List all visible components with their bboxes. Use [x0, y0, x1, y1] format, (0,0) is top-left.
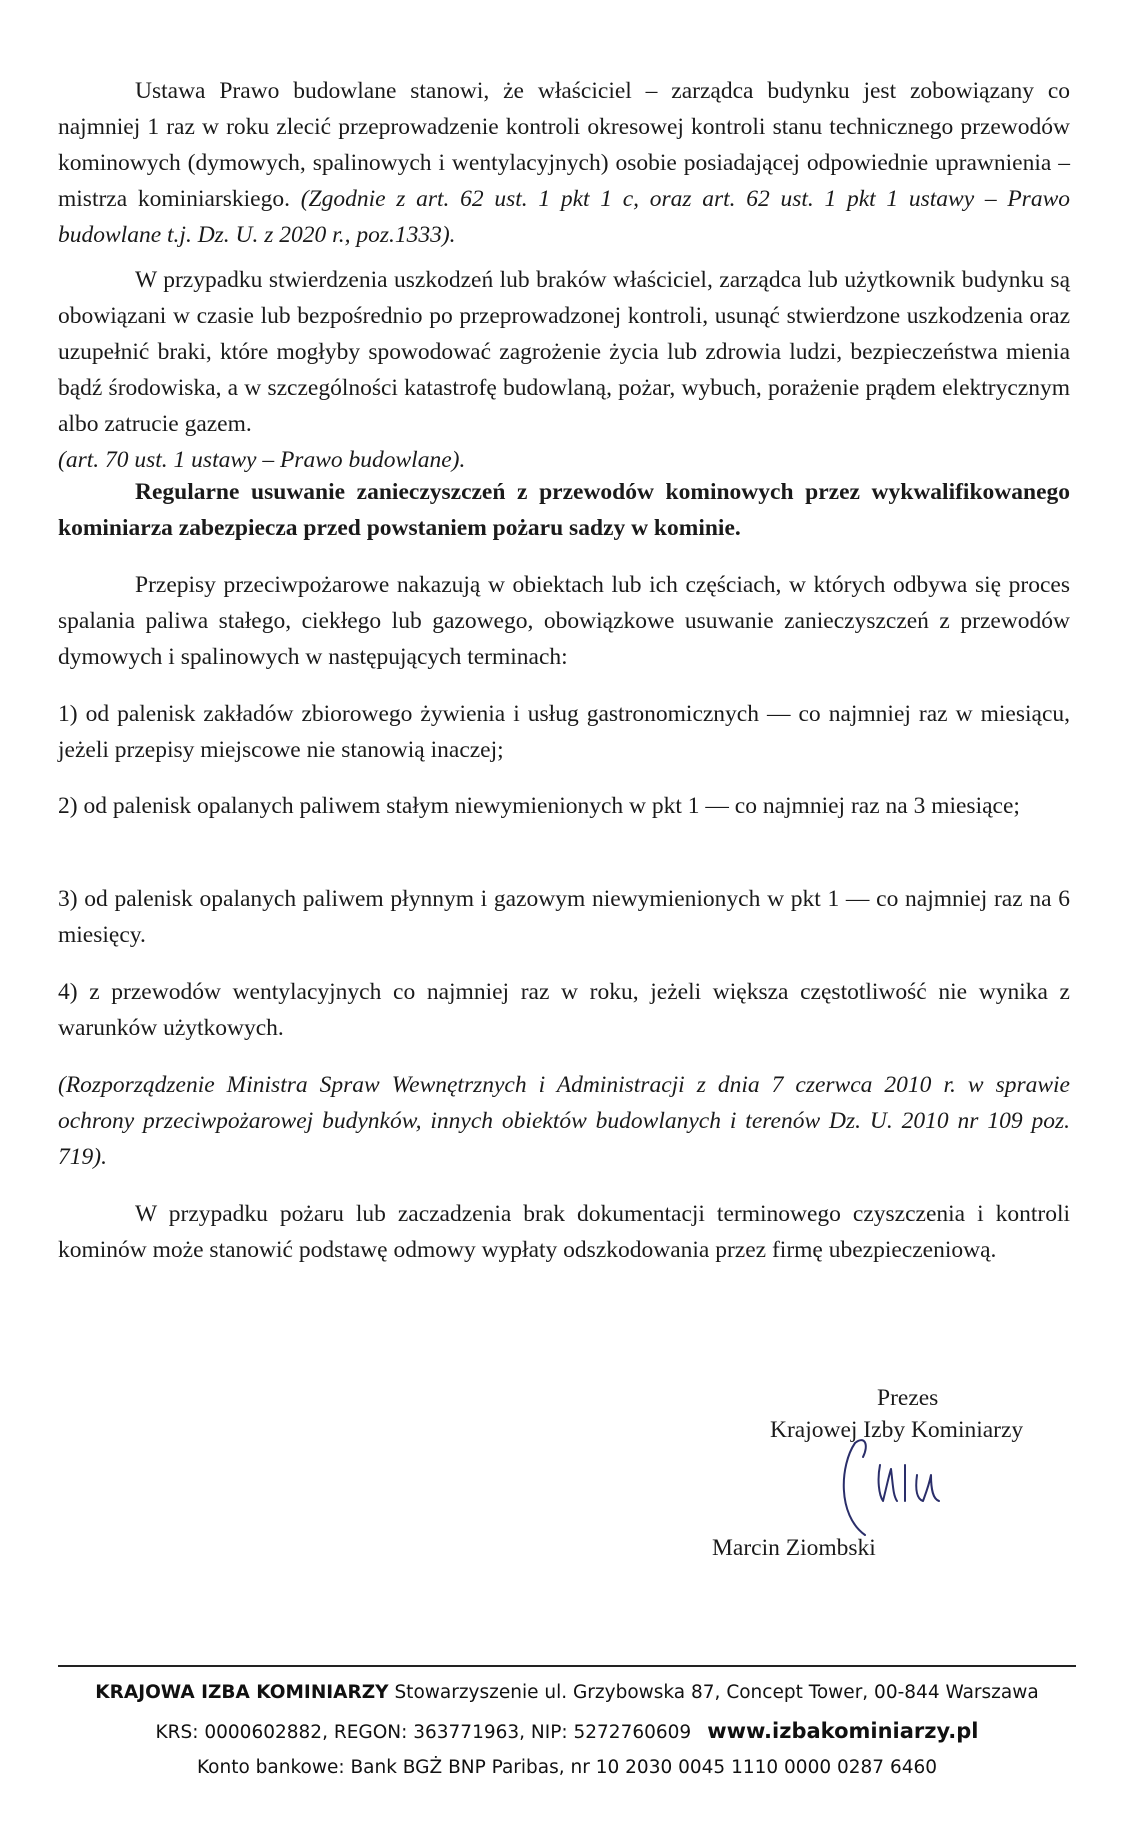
- footer-registry-text: KRS: 0000602882, REGON: 363771963, NIP: 5272760609: [155, 1722, 692, 1743]
- paragraph-highlight: Regularne usuwanie zanieczyszczeń z przewodów kominowych przez wykwalifikowanego kominiarza zabezpiecza przed powstaniem pożaru sadzy w kominie.: [58, 479, 1070, 541]
- footer-address: [58, 1682, 1076, 1703]
- paragraph-insurance: W przypadku pożaru lub zaczadzenia brak dokumentacji terminowego czyszczenia i kontroli kominów może stanowić podstawę odmowy wypłaty odszkodowania przez firmę ubezpieczeniową.: [58, 1201, 1070, 1263]
- legal-citation: (art. 70 ust. 1 ustawy – Prawo budowlane).: [58, 447, 466, 473]
- footer-org-name: KRAJOWA IZBA KOMINIARZY: [95, 1682, 389, 1703]
- list-item: 1) od palenisk zakładów zbiorowego żywienia i usług gastronomicznych — co najmniej raz w miesiącu, jeżeli przepisy miejscowe nie stanowią inaczej;: [58, 701, 1070, 763]
- signer-title: Prezes: [877, 1385, 939, 1411]
- paragraph-defects: [58, 262, 1070, 478]
- regulation-citation: (Rozporządzenie Ministra Spraw Wewnętrznych i Administracji z dnia 7 czerwca 2010 r. w sprawie ochrony przeciwpożarowej budynków, innych obiektów budowlanych i terenów Dz. U. 2010 nr 109 poz. 719).: [58, 1072, 1070, 1170]
- signer-organization: Krajowej Izby Kominiarzy: [770, 1417, 1024, 1443]
- list-item: 4) z przewodów wentylacyjnych co najmniej raz w roku, jeżeli większa częstotliwość nie wynika z warunków użytkowych.: [58, 979, 1070, 1041]
- paragraph-text: W przypadku stwierdzenia uszkodzeń lub braków właściciel, zarządca lub użytkownik budynku są obowiązani w czasie lub bezpośrednio po przeprowadzonej kontroli, usunąć stwierdzone uszkodzenia oraz uzupełnić braki, które mogłyby spowodować zagrożenie życia lub zdrowia ludzi, bezpieczeństwa mienia bądź środowiska, a w szczególności katastrofę budowlaną, pożar, wybuch, porażenie prądem elektrycznym albo zatrucie gazem.: [58, 267, 1070, 437]
- footer-website-link[interactable]: www.izbakominiarzy.pl: [707, 1719, 979, 1743]
- signer-name: Marcin Ziombski: [712, 1535, 876, 1561]
- footer-bank-text: Konto bankowe: Bank BGŻ BNP Paribas, nr 10 2030 0045 1110 0000 0287 6460: [196, 1757, 938, 1778]
- signature-block: [700, 1385, 1100, 1585]
- paragraph-fire-regulations: Przepisy przeciwpożarowe nakazują w obiektach lub ich częściach, w których odbywa się proces spalania paliwa stałego, ciekłego lub gazowego, obowiązkowe usuwanie zanieczyszczeń z przewodów dymowych i spalinowych w następujących terminach:: [58, 572, 1070, 670]
- paragraph-building-law: [58, 73, 1070, 253]
- paragraph-text: Ustawa Prawo budowlane stanowi, że właściciel – zarządca budynku jest zobowiązany co najmniej 1 raz w roku zlecić przeprowadzenie kontroli okresowej kontroli stanu technicznego przewodów kominowych (dymowych, spalinowych i wentylacyjnych) osobie posiadającej odpowiednie uprawnienia – mistrza kominiarskiego.: [58, 78, 1070, 212]
- list-item: 3) od palenisk opalanych paliwem płynnym i gazowym niewymienionych w pkt 1 — co najmniej raz na 6 miesięcy.: [58, 886, 1070, 948]
- list-item: 2) od palenisk opalanych paliwem stałym niewymienionych w pkt 1 — co najmniej raz na 3 miesiące;: [58, 793, 1020, 819]
- footer-divider: [58, 1665, 1076, 1667]
- footer-address-text: Stowarzyszenie ul. Grzybowska 87, Concept Tower, 00-844 Warszawa: [388, 1682, 1039, 1703]
- handwritten-signature: [835, 1435, 985, 1545]
- footer-bank: [58, 1757, 1076, 1778]
- legal-citation: (Zgodnie z art. 62 ust. 1 pkt 1 c, oraz art. 62 ust. 1 pkt 1 ustawy – Prawo budowlane t.j. Dz. U. z 2020 r., poz.1333).: [58, 186, 1070, 248]
- footer-registry: [58, 1719, 1076, 1743]
